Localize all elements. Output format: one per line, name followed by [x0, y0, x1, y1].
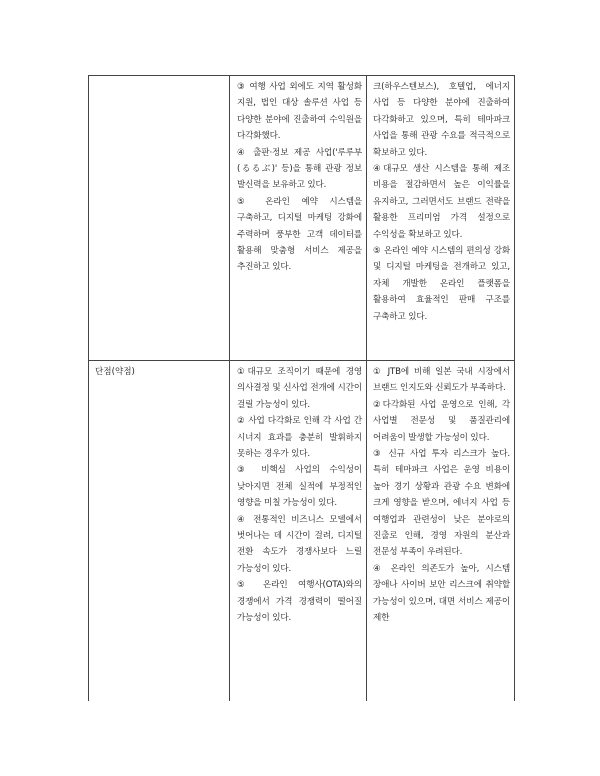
list-item: ④ 온라인 의존도가 높아, 시스템 장애나 사이버 보안 리스크에 취약할 가능성이 있으며, 대면 서비스 제공이 제한 [373, 563, 510, 624]
list-item: ③ 비핵심 사업의 수익성이 낮아지면 전체 실적에 부정적인 영향을 미칠 가능성이 있다. [237, 465, 362, 509]
row-label [89, 76, 229, 79]
list-item: ⑤ 온라인 여행사(OTA)와의 경쟁에서 가격 경쟁력이 떨어질 가능성이 있다. [237, 580, 362, 624]
list-item: ① JTB에 비해 일본 국내 시장에서 브랜드 인지도와 신뢰도가 부족하다. [373, 367, 510, 394]
list-item: ④ 출판·정보 제공 사업('루루부(るるぶ)' 등)을 통해 관광 정보 발신력을 보유하고 있다. [237, 147, 362, 191]
list-item: ⑤ 온라인 예약 시스템을 구축하고, 디지털 마케팅 강화에 주력하며 풍부한 고객 데이터를 활용해 맞춤형 서비스 제공을 추진하고 있다. [237, 196, 362, 273]
list-item: ⑤ 온라인 예약 시스템의 편의성 강화 및 디지털 마케팅을 전개하고 있고, 자체 개발한 온라인 플랫폼을 활용하여 효율적인 판매 구조를 구축하고 있다. [373, 246, 510, 322]
list-item: ④ 전통적인 비즈니스 모델에서 벗어나는 데 시간이 걸려, 디지털 전환 속도가 경쟁사보다 느릴 가능성이 있다. [237, 514, 362, 574]
row-label-cell [89, 76, 230, 361]
company-a-cell [230, 76, 367, 361]
row-label: 단점(약점) [95, 367, 135, 377]
list-item: ② 사업 다각화로 인해 각 사업 간 시너지 효과를 충분히 발휘하지 못하는 경우가 있다. [237, 416, 362, 460]
list-item: 크(하우스텐보스), 호텔업, 에너지 사업 등 다양한 분야에 진출하여 다각화하고 있으며, 특히 테마파크 사업을 통해 관광 수요를 적극적으로 확보하고 있다. [373, 82, 510, 158]
list-item: ③ 여행 사업 외에도 지역 활성화 지원, 법인 대상 솔루션 사업 등 다양한 분야에 진출하여 수익원을 다각화했다. [237, 82, 362, 142]
list-item: ③ 신규 사업 투자 리스크가 높다. 특히 테마파크 사업은 운영 비용이 높아 경기 상황과 관광 수요 변화에 크게 영향을 받으며, 에너지 사업 등 여행업과 관련성이 낮은 분야로의 진출로 인해, 경영 자원의 분산과 전문성 부족이 우려된다. [373, 449, 510, 558]
comparison-table [88, 75, 515, 701]
list-item: ①대규모 조직이기 때문에 경영 의사결정 및 신사업 전개에 시간이 걸릴 가능성이 있다. [237, 367, 362, 410]
list-item: ④대규모 생산 시스템을 통해 제조 비용을 절감하면서 높은 이익률을 유지하고, 그러면서도 브랜드 전략을 활용한 프리미엄 가격 설정으로 수익성을 확보하고 있다. [373, 164, 510, 240]
table-row-weaknesses [89, 361, 515, 702]
list-item: ②다각화된 사업 운영으로 인해, 각 사업별 전문성 및 품질관리에 어려움이 발생할 가능성이 있다. [373, 399, 510, 443]
row-label-cell [89, 361, 230, 702]
company-b-cell [367, 361, 515, 702]
company-b-cell [367, 76, 515, 361]
table-row-strengths-continued [89, 76, 515, 361]
company-a-cell [230, 361, 367, 702]
